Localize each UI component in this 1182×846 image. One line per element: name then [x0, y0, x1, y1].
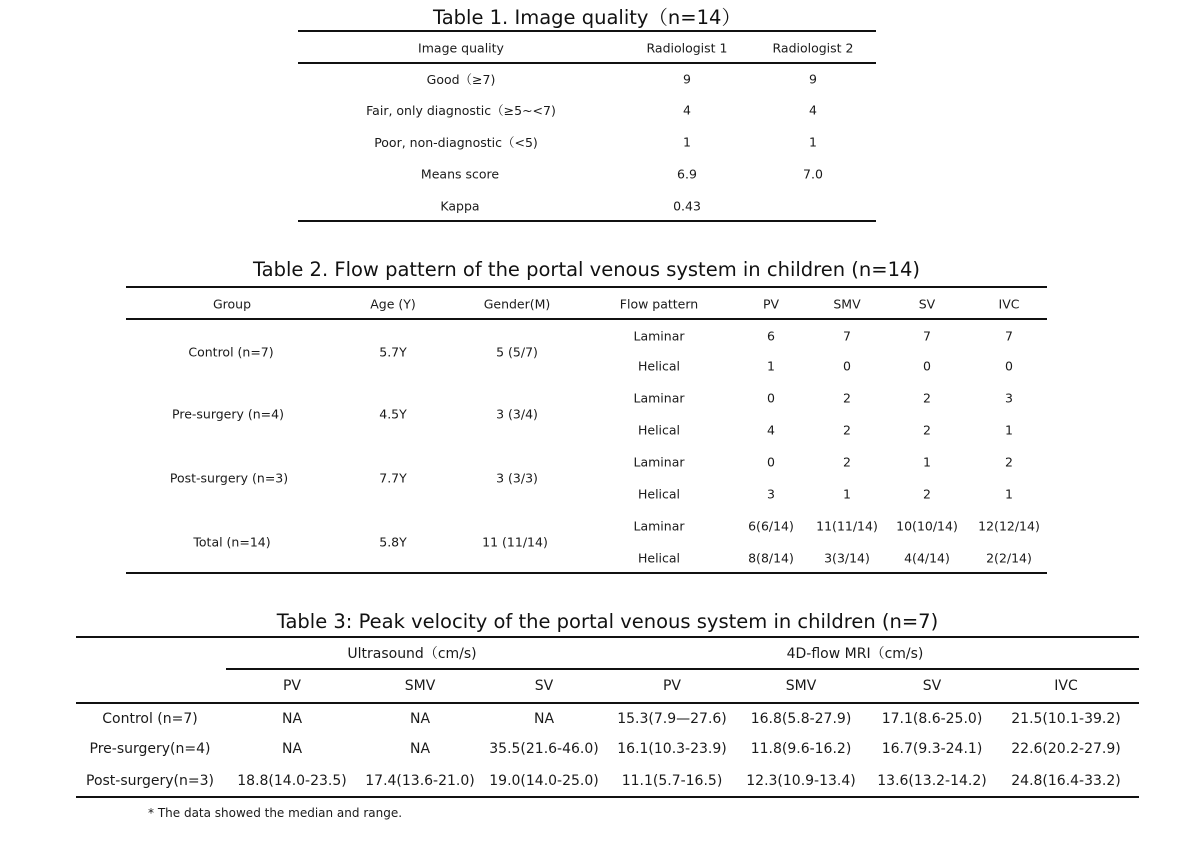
flow-pattern: Laminar — [633, 390, 685, 406]
cell: 0 — [923, 358, 931, 374]
cell: 12(12/14) — [978, 518, 1040, 534]
table-1-header: Radiologist 2 — [772, 40, 854, 56]
cell: 0.43 — [673, 198, 701, 214]
group-label: Control (n=7) — [188, 344, 274, 360]
group-age: 4.5Y — [379, 406, 407, 422]
table-3-bottom-rule — [76, 796, 1139, 798]
cell: 13.6(13.2-14.2) — [877, 773, 987, 789]
cell: 6(6/14) — [748, 518, 794, 534]
group-age: 5.7Y — [379, 344, 407, 360]
cell: 1 — [843, 486, 851, 502]
table-3-group-rule — [226, 668, 1139, 670]
cell: 4(4/14) — [904, 550, 950, 566]
cell: 1 — [1005, 486, 1013, 502]
table-1-title: Table 1. Image quality（n=14） — [433, 6, 741, 29]
table-2-bottom-rule — [126, 572, 1047, 574]
flow-pattern: Helical — [637, 358, 681, 374]
cell: 8(8/14) — [748, 550, 794, 566]
cell: 2 — [923, 390, 931, 406]
cell: 2 — [923, 422, 931, 438]
cell: 0 — [1005, 358, 1013, 374]
group-gender: 3 (3/4) — [496, 406, 538, 422]
cell: 3 — [1005, 390, 1013, 406]
row-label: Post-surgery(n=3) — [86, 773, 214, 789]
cell: 9 — [809, 71, 817, 87]
cell: 15.3(7.9—27.6) — [617, 711, 727, 727]
table-2-top-rule — [126, 286, 1047, 288]
cell: 2 — [1005, 454, 1013, 470]
table-3-subheader: SV — [534, 678, 554, 694]
table-3-footnote: * The data showed the median and range. — [148, 806, 403, 820]
table-1-header: Image quality — [418, 40, 504, 56]
table-3-subheader: PV — [662, 678, 682, 694]
cell: 11.1(5.7-16.5) — [621, 773, 723, 789]
table-3-subheader: IVC — [1054, 678, 1078, 694]
table-2-header: SMV — [833, 296, 861, 312]
table-2-header: PV — [762, 296, 780, 312]
cell: 7 — [923, 328, 931, 344]
group-age: 7.7Y — [379, 470, 407, 486]
cell: NA — [533, 711, 555, 727]
cell: 9 — [683, 71, 691, 87]
table-2-header-rule — [126, 318, 1047, 320]
table-2-header: IVC — [998, 296, 1020, 312]
cell: 3 — [767, 486, 775, 502]
cell: 0 — [767, 390, 775, 406]
table-1-top-rule — [298, 30, 876, 32]
cell: 3(3/14) — [824, 550, 870, 566]
group-age: 5.8Y — [379, 534, 407, 550]
group-gender: 11 (11/14) — [482, 534, 548, 550]
cell: 1 — [1005, 422, 1013, 438]
cell: NA — [409, 741, 431, 757]
cell: 0 — [767, 454, 775, 470]
cell: 2 — [843, 390, 851, 406]
cell: 17.4(13.6-21.0) — [365, 773, 475, 789]
group-gender: 5 (5/7) — [496, 344, 538, 360]
flow-pattern: Laminar — [633, 454, 685, 470]
cell: NA — [281, 711, 303, 727]
table-3-subheader: PV — [282, 678, 302, 694]
table-3-subheader: SMV — [785, 678, 817, 694]
cell: 16.1(10.3-23.9) — [617, 741, 727, 757]
cell: 18.8(14.0-23.5) — [237, 773, 347, 789]
table-3-subheader: SV — [922, 678, 942, 694]
table-2-header: Group — [212, 296, 252, 312]
cell: 22.6(20.2-27.9) — [1011, 741, 1121, 757]
group-header-4d-flow-mri: 4D-flow MRI（cm/s) — [786, 646, 924, 662]
cell: 7.0 — [803, 166, 823, 182]
table-3-subheader: SMV — [404, 678, 436, 694]
cell: 21.5(10.1-39.2) — [1011, 711, 1121, 727]
cell: 16.8(5.8-27.9) — [750, 711, 852, 727]
table-3-top-rule — [76, 636, 1139, 638]
row-label: Poor, non-diagnostic（<5) — [374, 135, 538, 150]
cell: 7 — [1005, 328, 1013, 344]
cell: 11(11/14) — [816, 518, 878, 534]
cell: 12.3(10.9-13.4) — [746, 773, 856, 789]
cell: 6.9 — [677, 166, 697, 182]
cell: 4 — [767, 422, 775, 438]
row-label: Good（≥7) — [426, 72, 496, 87]
table-2-title: Table 2. Flow pattern of the portal venous system in children (n=14) — [252, 258, 921, 281]
row-label: Kappa — [440, 198, 480, 214]
table-2-header: Gender(M) — [483, 296, 551, 312]
cell: 35.5(21.6-46.0) — [489, 741, 599, 757]
cell: 6 — [767, 328, 775, 344]
cell: 1 — [923, 454, 931, 470]
group-header-ultrasound: Ultrasound（cm/s) — [347, 646, 477, 662]
flow-pattern: Helical — [637, 486, 681, 502]
group-gender: 3 (3/3) — [496, 470, 538, 486]
cell: 4 — [809, 102, 817, 118]
cell: 24.8(16.4-33.2) — [1011, 773, 1121, 789]
table-1-header: Radiologist 1 — [646, 40, 728, 56]
table-2-header: Flow pattern — [619, 296, 699, 312]
cell: 7 — [843, 328, 851, 344]
table-2-header: Age (Y) — [370, 296, 416, 312]
table-3-title: Table 3: Peak velocity of the portal venous system in children (n=7) — [276, 610, 939, 633]
cell: 1 — [809, 134, 817, 150]
flow-pattern: Helical — [637, 550, 681, 566]
flow-pattern: Helical — [637, 422, 681, 438]
row-label: Means score — [420, 166, 500, 182]
cell: 10(10/14) — [896, 518, 958, 534]
table-2-header: SV — [918, 296, 936, 312]
cell: 0 — [843, 358, 851, 374]
cell: 16.7(9.3-24.1) — [881, 741, 983, 757]
group-label: Total (n=14) — [193, 534, 271, 550]
table-1-bottom-rule — [298, 220, 876, 222]
cell: 1 — [767, 358, 775, 374]
flow-pattern: Laminar — [633, 518, 685, 534]
cell: 2 — [843, 454, 851, 470]
group-label: Post-surgery (n=3) — [169, 470, 289, 486]
cell: NA — [409, 711, 431, 727]
row-label: Fair, only diagnostic（≥5~<7) — [366, 103, 556, 118]
cell: 2(2/14) — [986, 550, 1032, 566]
group-label: Pre-surgery (n=4) — [172, 406, 284, 422]
flow-pattern: Laminar — [633, 328, 685, 344]
cell: 1 — [683, 134, 691, 150]
cell: NA — [281, 741, 303, 757]
row-label: Pre-surgery(n=4) — [89, 741, 211, 757]
row-label: Control (n=7) — [102, 711, 198, 727]
cell: 2 — [923, 486, 931, 502]
cell: 11.8(9.6-16.2) — [750, 741, 852, 757]
cell: 17.1(8.6-25.0) — [881, 711, 983, 727]
cell: 4 — [683, 102, 691, 118]
cell: 19.0(14.0-25.0) — [489, 773, 599, 789]
table-1-header-rule — [298, 62, 876, 64]
table-3-header-rule — [76, 702, 1139, 704]
cell: 2 — [843, 422, 851, 438]
